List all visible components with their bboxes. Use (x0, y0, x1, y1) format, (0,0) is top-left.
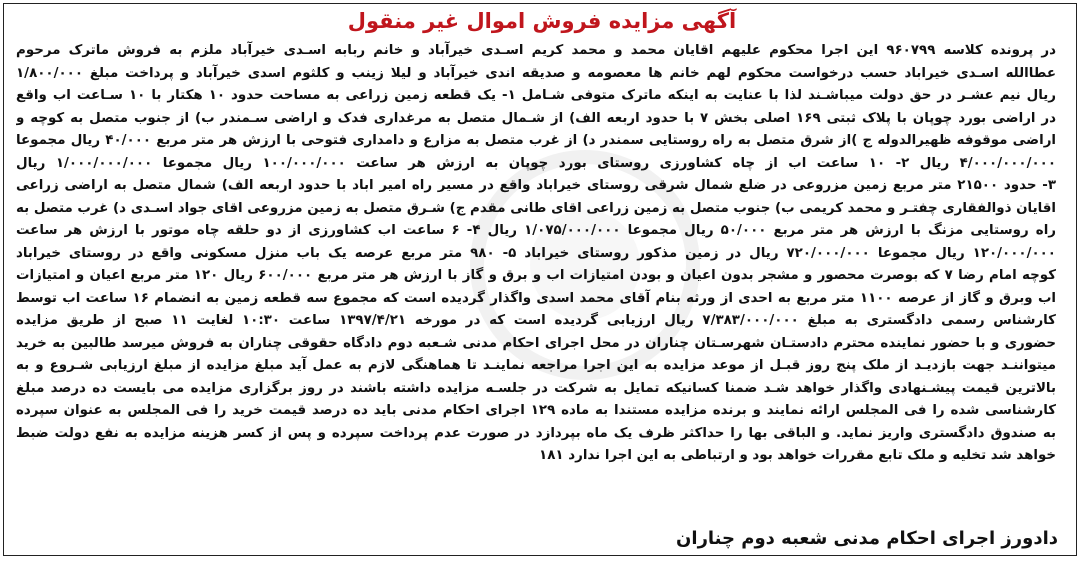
notice-line: خواهد شد تخلیه و ملک تابع مقررات خواهد بود و ارتباطی به این اجرا ندارد ۱۸۱ (539, 448, 1056, 463)
notice-body (16, 40, 1056, 520)
notice-line: ۴/۰۰۰/۰۰۰/۰۰۰ ریال ۲- ۱۰ ساعت اب از چاه کشاورزی روستای بورد چوپان به ارزش هر ساعت ۱۰۰/۰۰۰/۰۰۰ ریال مجموعا ۱/۰۰۰/۰۰۰/۰۰۰ ریال (16, 155, 1056, 171)
notice-signature: دادورز اجرای احکام مدنی شعبه دوم چناران (676, 528, 1058, 549)
notice-line: ۳- حدود ۲۱۵۰۰ متر مربع زمین مزروعی در ضلع شمال شرقی روستای خیراباد واقع در مسیر راه امیر اباد با حدود اربعه الف) شمال متصل به اراضی زراعی (16, 178, 1056, 193)
notice-line: راه روستایی مزنگ با ارزش هر متر مربع ۵۰/۰۰۰ ریال مجموعا ۱/۰۷۵/۰۰۰/۰۰۰ ریال ۴- ۶ ساعت اب کشاورزی از دو حلقه چاه موتور با ارزش هر ساعت (16, 223, 1056, 238)
notice-line: در اراضی بورد چوپان با پلاک ثبتی ۱۶۹ اصلی بخش ۷ با حدود اربعه الف) از شـمال متصل به مرغداری فدک و اراضی سـمندر ب) از جنوب متصل به کوچه و (16, 110, 1056, 126)
notice-line: به صندوق دادگستری واریز نماید. و الباقی بها را حداکثر ظرف یک ماه بپردازد در صورت عدم پرداخت سپرده و پس از کسر هزینه مزایده به نفع دولت ضبط (16, 425, 1056, 441)
notice-line: عطاالله اسـدی خیراباد حسب درخواست محکوم لهم خانم ها معصومه و صدیقه اندی خیرآباد و لیلا زینب و کلثوم اسدی خیرآباد و پرداخت مبلغ ۱/۸۰۰/۰۰۰ (16, 65, 1056, 81)
notice-line: کارشناس رسمی دادگستری به مبلغ ۷/۳۸۳/۰۰۰/۰۰۰ ریال ارزیابی گردیده است که در مورخه ۱۳۹۷/۴/۲۱ ساعت ۱۰:۳۰ لغایت ۱۱ صبح از طریق مزایده (16, 313, 1056, 328)
notice-line: اراضی موقوفه ظهیرالدوله ج )از شرق متصل به راه روستایی سمندر د) از غرب متصل به مزارع و دامداری فتوحی با ارزش هر متر مربع ۴۰/۰۰۰ ریال مجموعا (16, 133, 1056, 148)
notice-line: بالاترین قیمت پیشـنهادی واگذار خواهد شـد ضمنا کسانیکه تمایل به شرکت در جلسـه مزایده داشته باشند در روز برگزاری مزایده می بایست ده درصد مبلغ (16, 380, 1056, 396)
notice-line: ریال نیم عشـر در حق دولت میباشـند لذا با عنایت به اینکه ماترک متوفی شـامل ۱- یک قطعه زمین زراعی به مساحت حدود ۱۰ هکتار با ۱۰ سـاعت اب واقع (16, 88, 1056, 103)
notice-line: کوچه امام رضا ۷ که بوصرت محصور و مشجر بدون اعیان و بودن امتیازات اب و برق و گاز با ارزش هر متر مربع ۶۰۰/۰۰۰ ریال ۱۲۰ متر مربع اعیان و امتیازات (16, 268, 1056, 283)
notice-line: اقایان ذوالفقاری چفتـر و محمد کریمی ب) جنوب متصل به زمین زراعی اقای طانی مقدم ج) شـرق متصل به زمین مزروعی اقای جواد اسـدی د) غرب متصل به (16, 200, 1056, 216)
notice-line: حضوری و با حضور نماینده محترم دادستـان شهرسـتان چناران در محل اجرای احکام مدنی شـعبه دوم دادگاه حقوقی چناران به فروش میرسد طالبین به خرید (16, 335, 1056, 351)
notice-line: در پرونده کلاسه ۹۶۰۷۹۹ این اجرا محکوم علیهم اقایان محمد و محمد کریم اسـدی خیرآباد و خانم ربابه اسـدی خیرآباد ملزم به فروش ماترک مرحوم (16, 43, 1056, 58)
notice-line: اب وبرق و گاز از عرصه ۱۱۰۰ متر مربع به احدی از ورثه بنام آقای محمد اسدی واگذار گردیده است که مجموع سه قطعه زمین به انضمام ۱۶ ساعت اب توسط (16, 290, 1056, 306)
notice-line: کارشناسی شده را فی المجلس ارائه نمایند و برنده مزایده مستندا به ماده ۱۲۹ اجرای احکام مدنی باید ده درصد قیمت خرید را فی المجلس به عنوان سپرده (16, 403, 1056, 418)
notice-line: میتواننـد جهت بازدیـد از ملک پنج روز قبـل از موعد مزایده به این اجرا مراجعه نماینـد تا هماهنگی لازم به عمل آید مبلغ مزایده از مبلغ ارزیابی شـروع و به (16, 358, 1056, 373)
notice-line: ۱۲۰/۰۰۰/۰۰۰ ریال مجموعا ۷۲۰/۰۰۰/۰۰۰ ریال در زمین مذکور روستای خیراباد ۵- ۹۸۰ متر مربع عرصه یک باب منزل مسکونی واقع در روستای خیراباد (16, 245, 1056, 261)
notice-title: آگهی مزایده فروش اموال غیر منقول (347, 9, 737, 33)
